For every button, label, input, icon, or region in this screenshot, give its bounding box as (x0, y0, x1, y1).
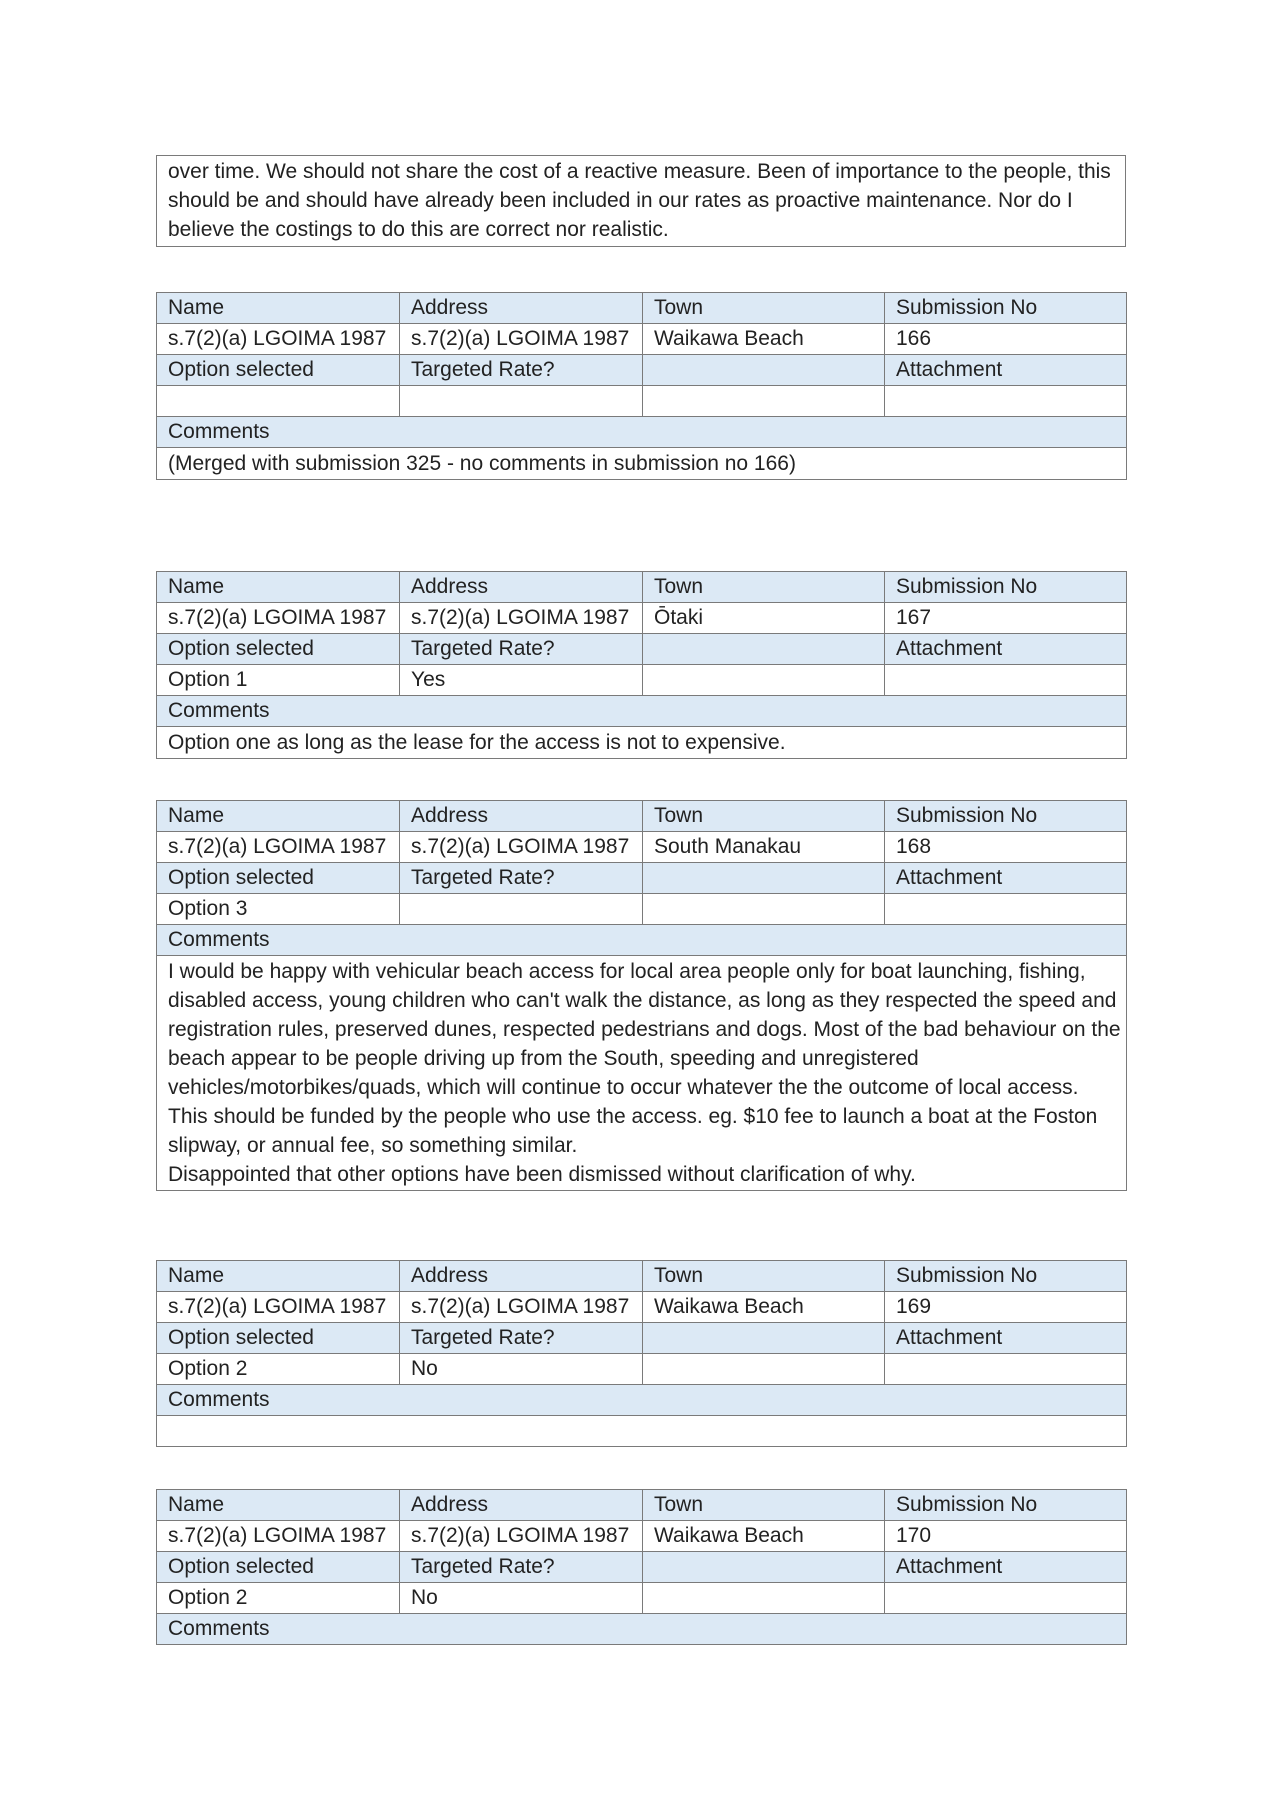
address-value: s.7(2)(a) LGOIMA 1987 (400, 832, 643, 863)
empty-cell (643, 634, 885, 665)
attachment-label: Attachment (885, 863, 1127, 894)
attachment-label: Attachment (885, 634, 1127, 665)
comment-paragraph: (Merged with submission 325 - no comments in submission no 166) (168, 452, 796, 475)
submission-170 (156, 1489, 1126, 1645)
submission-no-label: Submission No (885, 1261, 1127, 1292)
town-value: Ōtaki (643, 603, 885, 634)
empty-cell (643, 665, 885, 696)
header-row (157, 572, 1127, 603)
targeted-rate-label: Targeted Rate? (400, 634, 643, 665)
option-value: Option 2 (157, 1354, 400, 1385)
comments-label: Comments (157, 1614, 1127, 1645)
attachment-value (885, 894, 1127, 925)
targeted-rate-value (400, 386, 643, 417)
address-label: Address (400, 1261, 643, 1292)
comments-label: Comments (157, 1385, 1127, 1416)
name-value: s.7(2)(a) LGOIMA 1987 (157, 1521, 400, 1552)
comments-header-row (157, 925, 1127, 956)
name-label: Name (157, 1261, 400, 1292)
details-row (157, 324, 1127, 355)
town-value: Waikawa Beach (643, 324, 885, 355)
details-row (157, 1521, 1127, 1552)
option-header-row (157, 1323, 1127, 1354)
submission-168 (156, 800, 1126, 1191)
comment-paragraph: I would be happy with vehicular beach access for local area people only for boat launching, fishing, disabled access, young children who can't walk the distance, as long as they respected the speed and registration rules, preserved dunes, respected pedestrians and dogs. Most of the bad behaviour on the beach appear to be people driving up from the South, speeding and unregistered vehicles/motorbikes/quads, which will continue to occur whatever the the outcome of local access. (168, 960, 1121, 1099)
option-row (157, 1354, 1127, 1385)
submission-no-value: 170 (885, 1521, 1127, 1552)
empty-cell (643, 1354, 885, 1385)
name-value: s.7(2)(a) LGOIMA 1987 (157, 324, 400, 355)
targeted-rate-value: Yes (400, 665, 643, 696)
comment-paragraph: Disappointed that other options have been dismissed without clarification of why. (168, 1163, 916, 1186)
comments-header-row (157, 1614, 1127, 1645)
comments-header-row (157, 696, 1127, 727)
submission-table (156, 571, 1127, 759)
address-label: Address (400, 1490, 643, 1521)
name-value: s.7(2)(a) LGOIMA 1987 (157, 603, 400, 634)
empty-cell (643, 386, 885, 417)
comment-paragraph: Option one as long as the lease for the access is not to expensive. (168, 731, 786, 754)
option-label: Option selected (157, 634, 400, 665)
comments-row (157, 1416, 1127, 1447)
targeted-rate-label: Targeted Rate? (400, 1552, 643, 1583)
attachment-label: Attachment (885, 355, 1127, 386)
submission-table (156, 292, 1127, 480)
header-row (157, 1261, 1127, 1292)
targeted-rate-label: Targeted Rate? (400, 355, 643, 386)
option-label: Option selected (157, 1552, 400, 1583)
option-header-row (157, 863, 1127, 894)
comments-row (157, 727, 1127, 759)
option-row (157, 665, 1127, 696)
empty-cell (643, 355, 885, 386)
submission-no-value: 167 (885, 603, 1127, 634)
town-label: Town (643, 1261, 885, 1292)
submission-no-label: Submission No (885, 293, 1127, 324)
submission-167 (156, 571, 1126, 759)
attachment-value (885, 665, 1127, 696)
address-value: s.7(2)(a) LGOIMA 1987 (400, 1521, 643, 1552)
comments-header-row (157, 1385, 1127, 1416)
empty-cell (643, 1552, 885, 1583)
header-row (157, 801, 1127, 832)
name-label: Name (157, 1490, 400, 1521)
town-value: South Manakau (643, 832, 885, 863)
comment-paragraph: This should be funded by the people who use the access. eg. $10 fee to launch a boat at the Foston slipway, or annual fee, so something similar. (168, 1105, 1098, 1157)
comments-cell (157, 956, 1127, 1191)
submission-no-value: 168 (885, 832, 1127, 863)
option-row (157, 894, 1127, 925)
submission-table (156, 1489, 1127, 1645)
comments-label: Comments (157, 925, 1127, 956)
option-value (157, 386, 400, 417)
address-label: Address (400, 801, 643, 832)
submission-table (156, 800, 1127, 1191)
town-label: Town (643, 293, 885, 324)
comments-cell (157, 1416, 1127, 1447)
header-row (157, 293, 1127, 324)
option-header-row (157, 355, 1127, 386)
attachment-label: Attachment (885, 1323, 1127, 1354)
name-label: Name (157, 572, 400, 603)
details-row (157, 1292, 1127, 1323)
comments-header-row (157, 417, 1127, 448)
name-label: Name (157, 293, 400, 324)
submission-no-value: 166 (885, 324, 1127, 355)
town-label: Town (643, 572, 885, 603)
targeted-rate-label: Targeted Rate? (400, 1323, 643, 1354)
name-value: s.7(2)(a) LGOIMA 1987 (157, 1292, 400, 1323)
address-value: s.7(2)(a) LGOIMA 1987 (400, 603, 643, 634)
address-value: s.7(2)(a) LGOIMA 1987 (400, 324, 643, 355)
attachment-value (885, 386, 1127, 417)
option-header-row (157, 1552, 1127, 1583)
option-header-row (157, 634, 1127, 665)
attachment-label: Attachment (885, 1552, 1127, 1583)
town-value: Waikawa Beach (643, 1292, 885, 1323)
targeted-rate-value: No (400, 1354, 643, 1385)
details-row (157, 603, 1127, 634)
submission-166 (156, 292, 1126, 480)
option-row (157, 1583, 1127, 1614)
targeted-rate-label: Targeted Rate? (400, 863, 643, 894)
address-label: Address (400, 572, 643, 603)
option-label: Option selected (157, 1323, 400, 1354)
empty-cell (643, 863, 885, 894)
option-value: Option 1 (157, 665, 400, 696)
town-label: Town (643, 1490, 885, 1521)
submission-no-value: 169 (885, 1292, 1127, 1323)
comments-label: Comments (157, 696, 1127, 727)
option-value: Option 3 (157, 894, 400, 925)
header-row (157, 1490, 1127, 1521)
continued-comment-text: over time. We should not share the cost of a reactive measure. Been of importance to the people, this should be and should have already been included in our rates as proactive maintenance. Nor do I believe the costings to do this are correct nor realistic. (156, 155, 1126, 247)
option-value: Option 2 (157, 1583, 400, 1614)
option-row (157, 386, 1127, 417)
empty-cell (643, 1583, 885, 1614)
comments-cell (157, 727, 1127, 759)
details-row (157, 832, 1127, 863)
submission-no-label: Submission No (885, 572, 1127, 603)
continued-comment-box (156, 155, 1126, 247)
comments-label: Comments (157, 417, 1127, 448)
submission-no-label: Submission No (885, 801, 1127, 832)
comments-cell (157, 448, 1127, 480)
option-label: Option selected (157, 863, 400, 894)
empty-cell (643, 894, 885, 925)
submission-169 (156, 1260, 1126, 1447)
comments-row (157, 956, 1127, 1191)
submission-no-label: Submission No (885, 1490, 1127, 1521)
address-value: s.7(2)(a) LGOIMA 1987 (400, 1292, 643, 1323)
submission-table (156, 1260, 1127, 1447)
address-label: Address (400, 293, 643, 324)
empty-cell (643, 1323, 885, 1354)
targeted-rate-value (400, 894, 643, 925)
attachment-value (885, 1354, 1127, 1385)
name-label: Name (157, 801, 400, 832)
attachment-value (885, 1583, 1127, 1614)
town-label: Town (643, 801, 885, 832)
targeted-rate-value: No (400, 1583, 643, 1614)
comments-row (157, 448, 1127, 480)
option-label: Option selected (157, 355, 400, 386)
name-value: s.7(2)(a) LGOIMA 1987 (157, 832, 400, 863)
town-value: Waikawa Beach (643, 1521, 885, 1552)
